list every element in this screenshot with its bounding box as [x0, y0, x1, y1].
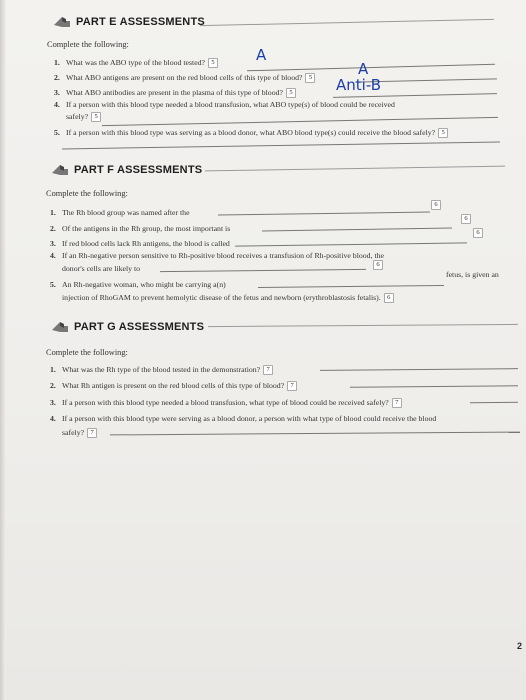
part-e-q1-blank[interactable] — [247, 64, 495, 71]
part-g-q1-blank[interactable] — [320, 368, 518, 371]
part-f-q3-points: 6 — [473, 228, 483, 238]
part-f-q2: 2. Of the antigens in the Rh group, the most important is — [50, 224, 231, 233]
part-e-q2: 2. What ABO antigens are present on the red blood cells of this type of blood? 5 — [54, 73, 315, 83]
part-f-q1: 1. The Rh blood group was named after the — [50, 208, 190, 217]
part-f-q5-cont: injection of RhoGAM to prevent hemolytic disease of the fetus and newborn (erythroblastosis fetalis). 6 — [62, 293, 394, 303]
part-g-q2-blank[interactable] — [350, 385, 518, 387]
part-f-q4-blank[interactable] — [160, 269, 366, 272]
section-arrow-icon — [50, 163, 70, 177]
part-f-q4-points: 6 — [373, 260, 383, 270]
page-edge-shadow — [0, 0, 6, 700]
part-g-intro: Complete the following: — [46, 348, 128, 357]
page-number: 2 — [516, 641, 522, 651]
part-e-q3-answer: Anti-B — [336, 76, 381, 94]
part-f-q3: 3. If red blood cells lack Rh antigens, the blood is called — [50, 239, 230, 248]
part-e-q1-answer: A — [256, 46, 267, 64]
part-f-title: PART F ASSESSMENTS — [74, 164, 203, 176]
part-e-title: PART E ASSESSMENTS — [76, 16, 205, 28]
part-e-q1: 1. What was the ABO type of the blood tested? 5 — [54, 58, 218, 68]
part-f-rule — [205, 166, 505, 172]
part-f-q2-blank[interactable] — [262, 228, 452, 232]
part-f-q4: 4. If an Rh-negative person sensitive to Rh-positive blood receives a transfusion of Rh-positive blood, the — [50, 251, 384, 260]
section-arrow-icon — [52, 15, 72, 29]
part-e-q2-answer: A — [358, 60, 369, 78]
part-g-rule — [208, 324, 518, 327]
part-f-q5-blank[interactable] — [258, 285, 444, 288]
part-g-q3: 3. If a person with this blood type needed a blood transfusion, what type of blood could be received safely? 7 — [50, 398, 402, 408]
part-e-q5: 5. If a person with this blood type was serving as a blood donor, what ABO blood type(s) could receive the blood safely? 5 — [54, 128, 448, 138]
part-e-header — [52, 15, 205, 29]
part-f-q1-points: 6 — [431, 200, 441, 210]
part-f-header — [50, 163, 202, 177]
part-g-q3-blank[interactable] — [470, 402, 518, 403]
part-g-q4-blank[interactable] — [110, 432, 520, 436]
part-f-q3-blank[interactable] — [235, 242, 467, 246]
part-f-q1-blank[interactable] — [218, 212, 430, 216]
part-g-q1: 1. What was the Rh type of the blood tested in the demonstration? 7 — [50, 365, 273, 375]
part-f-q4-cont: donor's cells are likely to — [62, 264, 141, 273]
part-e-q4-cont: safely? 5 — [66, 112, 101, 122]
part-f-intro: Complete the following: — [46, 189, 128, 198]
part-e-intro: Complete the following: — [47, 40, 129, 49]
section-arrow-icon — [50, 320, 70, 334]
part-f-q2-points: 6 — [461, 214, 471, 224]
part-f-q5-tail: fetus, is given an — [446, 270, 499, 279]
part-e-q5-blank[interactable] — [62, 142, 500, 150]
part-e-q4-blank[interactable] — [102, 117, 498, 126]
part-g-header — [50, 320, 204, 334]
part-f-q5: 5. An Rh-negative woman, who might be carrying a(n) — [50, 280, 226, 289]
part-g-q2: 2. What Rh antigen is present on the red blood cells of this type of blood? 7 — [50, 381, 297, 391]
part-g-title: PART G ASSESSMENTS — [74, 321, 205, 333]
part-g-q4-cont: safely? 7 — [62, 428, 97, 438]
part-e-q3: 3. What ABO antibodies are present in the plasma of this type of blood? 5 — [54, 88, 296, 98]
part-e-q4: 4. If a person with this blood type needed a blood transfusion, what ABO type(s) of blood could be received — [54, 100, 395, 109]
part-g-q4: 4. If a person with this blood type were serving as a blood donor, a person with what type of blood could receive the blood — [50, 414, 437, 423]
part-e-rule — [200, 19, 494, 26]
